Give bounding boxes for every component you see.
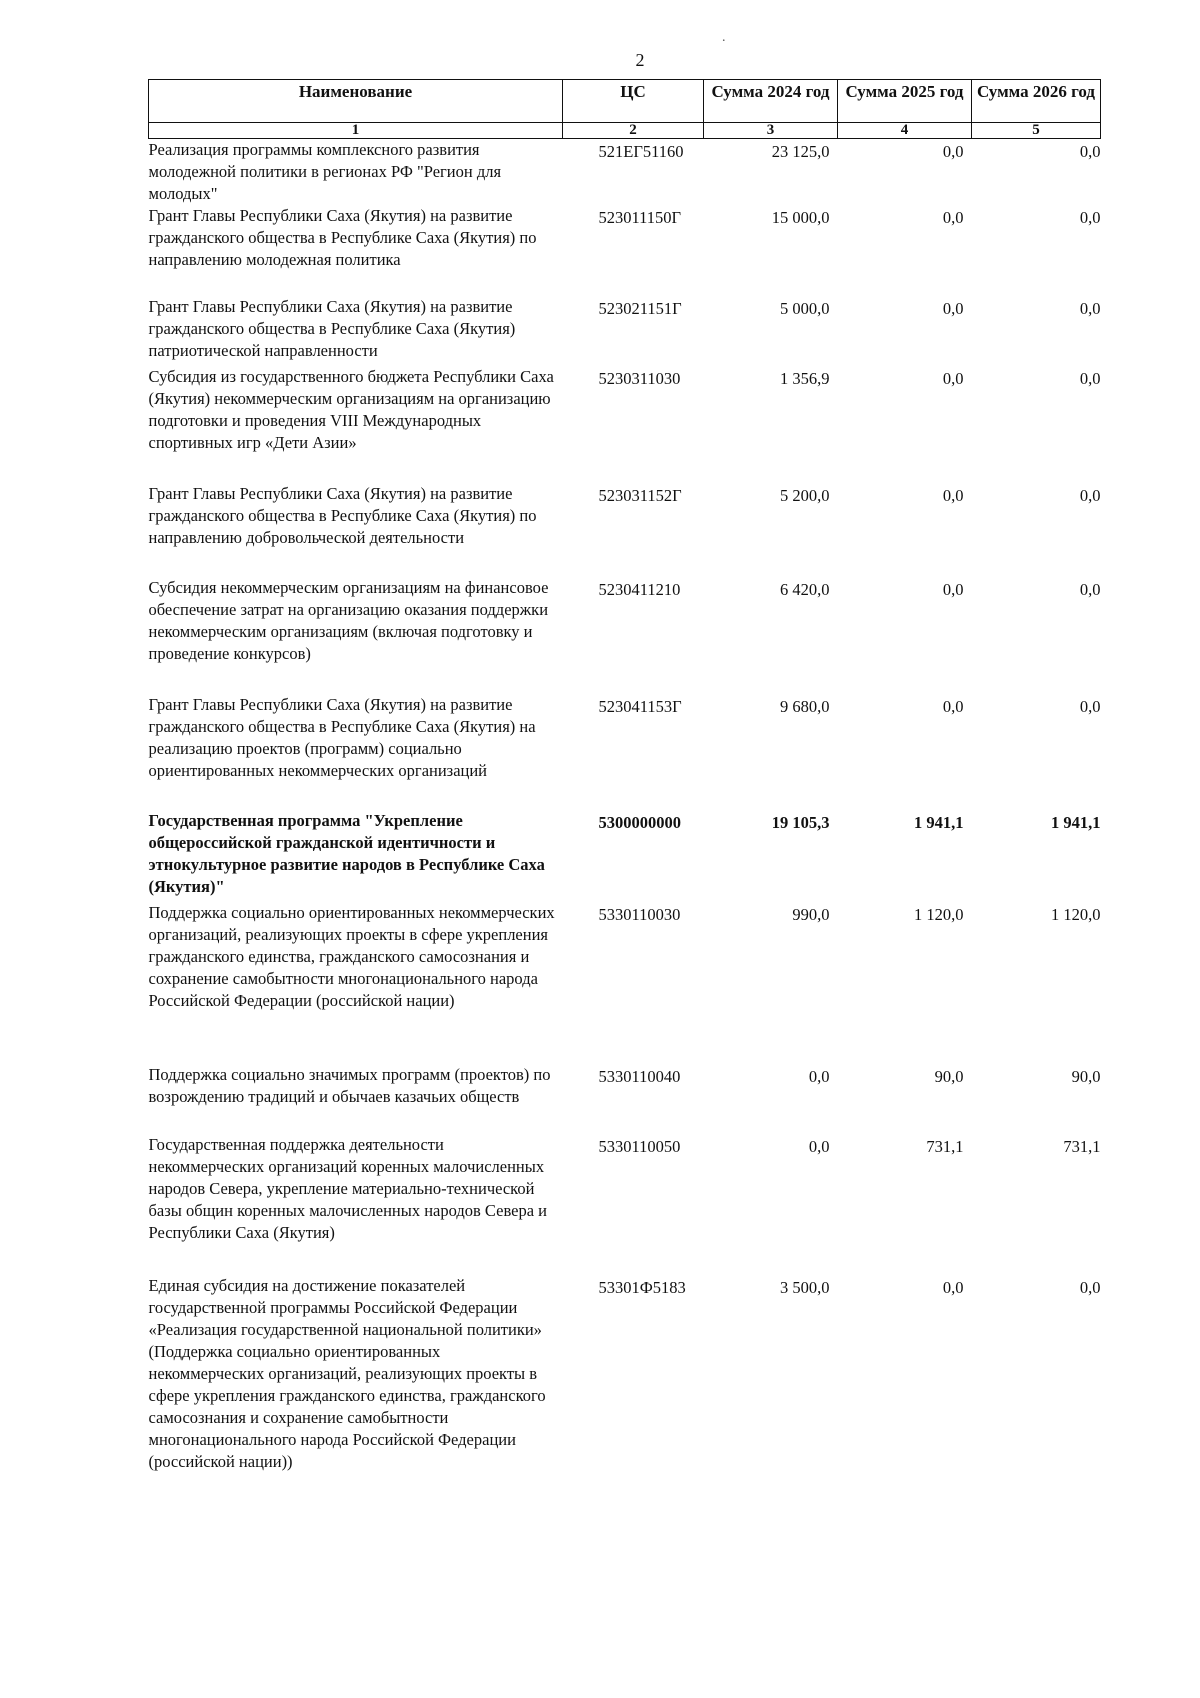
table-row	[149, 694, 1101, 810]
row-sum-2026: 0,0	[1079, 142, 1101, 161]
row-sum-2026: 0,0	[1079, 580, 1101, 599]
row-code: 5330110030	[598, 905, 681, 924]
table-row	[149, 139, 1101, 206]
row-sum-2025: 0,0	[942, 580, 964, 599]
row-sum-2026: 1 120,0	[1051, 905, 1101, 924]
row-sum-2024: 1 356,9	[780, 369, 830, 388]
row-code: 523011150Г	[598, 208, 682, 227]
column-number: 2	[563, 123, 704, 139]
row-sum-2025: 0,0	[942, 208, 964, 227]
row-sum-2024: 990,0	[792, 905, 830, 924]
row-sum-2025: 0,0	[942, 697, 964, 716]
budget-table	[148, 79, 1101, 1495]
row-code: 5230311030	[598, 369, 681, 388]
row-sum-2026: 0,0	[1079, 369, 1101, 388]
row-sum-2024: 5 000,0	[780, 299, 830, 318]
row-sum-2024: 6 420,0	[780, 580, 830, 599]
column-number: 1	[149, 123, 563, 139]
header-sum-2026: Сумма 2026 год	[972, 80, 1101, 123]
row-name: Единая субсидия на достижение показателей государственной программы Российской Федерации «Реализация государственной национальной политики» (Поддержка социально ориентированных некоммерческих организаций, реализующих проекты в сфере укрепления гражданского единства, гражданского самосознания и сохранение самобытности многонационального народа Российской Федерации (российской нации))	[148, 1276, 546, 1471]
row-name: Поддержка социально ориентированных некоммерческих организаций, реализующих проекты в сфере укрепления гражданского единства, гражданского самосознания и сохранение самобытности многонационального народа Российской Федерации (российской нации)	[148, 903, 555, 1010]
row-name: Государственная программа "Укрепление общероссийской гражданской идентичности и этнокультурное развитие народов в Республике Саха (Якутия)"	[148, 811, 545, 896]
table-row	[149, 1275, 1101, 1495]
row-name: Реализация программы комплексного развития молодежной политики в регионах РФ "Регион для молодых"	[148, 140, 502, 203]
column-number: 4	[838, 123, 972, 139]
row-sum-2025: 1 941,1	[914, 813, 964, 832]
row-sum-2026: 731,1	[1063, 1137, 1101, 1156]
row-sum-2026: 0,0	[1079, 208, 1101, 227]
table-row	[149, 577, 1101, 694]
row-code: 5230411210	[598, 580, 681, 599]
table-row	[149, 205, 1101, 296]
column-number: 5	[972, 123, 1101, 139]
scan-speck: .	[722, 30, 726, 45]
row-sum-2024: 19 105,3	[771, 813, 830, 832]
row-sum-2025: 0,0	[942, 486, 964, 505]
row-sum-2025: 0,0	[942, 1278, 964, 1297]
table-row	[149, 902, 1101, 1064]
row-name: Субсидия некоммерческим организациям на финансовое обеспечение затрат на организацию оказания поддержки некоммерческим организациям (включая подготовку и проведение конкурсов)	[148, 578, 549, 663]
row-sum-2025: 1 120,0	[914, 905, 964, 924]
table-row	[149, 366, 1101, 483]
row-code: 523021151Г	[598, 299, 682, 318]
column-number: 3	[704, 123, 838, 139]
row-sum-2024: 3 500,0	[780, 1278, 830, 1297]
row-sum-2026: 0,0	[1079, 486, 1101, 505]
row-name: Поддержка социально значимых программ (проектов) по возрождению традиций и обычаев казачьих обществ	[148, 1065, 551, 1106]
row-sum-2025: 0,0	[942, 369, 964, 388]
table-row	[149, 296, 1101, 366]
row-sum-2024: 23 125,0	[771, 142, 830, 161]
row-sum-2025: 0,0	[942, 299, 964, 318]
column-number-row	[149, 123, 1101, 139]
row-sum-2025: 731,1	[926, 1137, 964, 1156]
row-name: Государственная поддержка деятельности некоммерческих организаций коренных малочисленных народов Севера, укрепление материально-технической базы общин коренных малочисленных народов Севера и Республики Саха (Якутия)	[148, 1135, 548, 1242]
header-code: ЦС	[563, 80, 704, 123]
row-sum-2024: 9 680,0	[780, 697, 830, 716]
row-sum-2026: 90,0	[1071, 1067, 1101, 1086]
row-sum-2025: 0,0	[942, 142, 964, 161]
row-sum-2026: 0,0	[1079, 697, 1101, 716]
row-name: Грант Главы Республики Саха (Якутия) на развитие гражданского общества в Республике Саха (Якутия) по направлению добровольческой деятельности	[148, 484, 537, 547]
row-code: 523041153Г	[598, 697, 682, 716]
row-name: Грант Главы Республики Саха (Якутия) на развитие гражданского общества в Республике Саха (Якутия) патриотической направленности	[148, 297, 516, 360]
header-sum-2025: Сумма 2025 год	[838, 80, 972, 123]
row-sum-2024: 5 200,0	[780, 486, 830, 505]
table-row	[149, 1134, 1101, 1275]
row-sum-2024: 0,0	[808, 1137, 830, 1156]
header-row	[149, 80, 1101, 123]
row-sum-2025: 90,0	[934, 1067, 964, 1086]
row-name: Субсидия из государственного бюджета Республики Саха (Якутия) некоммерческим организациям на организацию подготовки и проведения VIII Международных спортивных игр «Дети Азии»	[148, 367, 554, 452]
row-code: 5330110050	[598, 1137, 681, 1156]
table-row	[149, 1064, 1101, 1134]
row-code: 5330110040	[598, 1067, 681, 1086]
header-name: Наименование	[149, 80, 563, 123]
row-sum-2026: 0,0	[1079, 299, 1101, 318]
row-sum-2024: 0,0	[808, 1067, 830, 1086]
row-code: 523031152Г	[598, 486, 682, 505]
row-code: 5300000000	[598, 813, 681, 832]
row-sum-2026: 1 941,1	[1051, 813, 1101, 832]
row-code: 53301Ф5183	[598, 1278, 686, 1297]
table-row-program-total	[149, 810, 1101, 902]
table-row	[149, 483, 1101, 577]
row-name: Грант Главы Республики Саха (Якутия) на развитие гражданского общества в Республике Саха (Якутия) на реализацию проектов (программ) социально ориентированных некоммерческих организаций	[148, 695, 536, 780]
row-code: 521ЕГ51160	[598, 142, 684, 161]
header-sum-2024: Сумма 2024 год	[704, 80, 838, 123]
row-sum-2024: 15 000,0	[771, 208, 830, 227]
row-name: Грант Главы Республики Саха (Якутия) на развитие гражданского общества в Республике Саха (Якутия) по направлению молодежная политика	[148, 206, 537, 269]
row-sum-2026: 0,0	[1079, 1278, 1101, 1297]
page-number: 2	[635, 50, 645, 70]
